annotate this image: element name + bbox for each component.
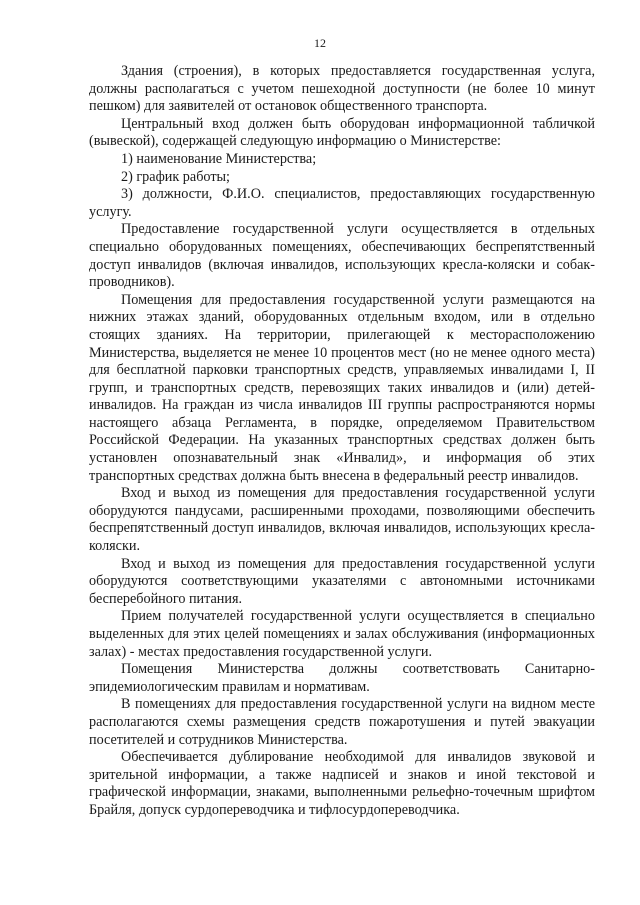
paragraph-entrance-sign: Центральный вход должен быть оборудован информационной табличкой (вывеской), содержащей следующую информацию о Министерстве: bbox=[89, 115, 595, 150]
list-item-work-schedule: 2) график работы; bbox=[121, 168, 230, 185]
paragraph-accessible-premises: Предоставление государственной услуги осуществляется в отдельных специально оборудованных помещениях, обеспечивающих беспрепятственный доступ инвалидов (включая инвалидов, использующих кресла-коляски и собак-проводников). bbox=[89, 221, 595, 291]
page-number: 12 bbox=[314, 36, 326, 50]
list-item-specialists: 3) должности, Ф.И.О. специалистов, предоставляющих государственную услугу. bbox=[89, 186, 595, 220]
document-body bbox=[89, 63, 595, 820]
paragraph-reception-halls: Прием получателей государственной услуги осуществляется в специально выделенных для этих целей помещениях и залах обслуживания (информационных залах) - местах предоставления государственной услуги. bbox=[89, 608, 595, 660]
paragraph-signage-power: Вход и выход из помещения для предоставления государственной услуги оборудуются соответствующими указателями с автономными источниками бесперебойного питания. bbox=[89, 555, 595, 607]
list-item-ministry-name: 1) наименование Министерства; bbox=[121, 150, 317, 167]
paragraph-parking: Помещения для предоставления государственной услуги размещаются на нижних этажах зданий, оборудованных отдельным входом, или в отдельно стоящих зданиях. На территории, прилегающей к месторасположению Министерства, выделяется не менее 10 процентов мест (но не менее одного места) для бесплатной парковки транспортных средств, управляемых инвалидами I, II групп, и транспортных средств, перевозящих таких инвалидов и (или) детей-инвалидов. На граждан из числа инвалидов III группы распространяются нормы настоящего абзаца Регламента, в порядке, определяемом Правительством Российской Федерации. На указанных транспортных средствах должен быть установлен опознавательный знак «Инвалид», и информация об этих транспортных средствах должна быть внесена в федеральный реестр инвалидов. bbox=[89, 291, 595, 484]
paragraph-evacuation-schemes: В помещениях для предоставления государственной услуги на видном месте располагаются схемы размещения средств пожаротушения и путей эвакуации посетителей и сотрудников Министерства. bbox=[89, 696, 595, 748]
paragraph-braille-duplication: Обеспечивается дублирование необходимой для инвалидов звуковой и зрительной информации, а также надписей и знаков и иной текстовой и графической информации, знаками, выполненными рельефно-точечным шрифтом Брайля, допуск сурдопереводчика и тифлосурдопереводчика. bbox=[89, 749, 595, 818]
paragraph-ramps: Вход и выход из помещения для предоставления государственной услуги оборудуются пандусами, расширенными проходами, позволяющими обеспечить беспрепятственный доступ инвалидов, включая инвалидов, использующих кресла-коляски. bbox=[89, 485, 595, 555]
paragraph-sanitary-rules: Помещения Министерства должны соответствовать Санитарно-эпидемиологическим правилам и нормативам. bbox=[89, 661, 595, 695]
paragraph-building-location: Здания (строения), в которых предоставляется государственная услуга, должны располагаться с учетом пешеходной доступности (не более 10 минут пешком) для заявителей от остановок общественного транспорта. bbox=[89, 63, 595, 115]
